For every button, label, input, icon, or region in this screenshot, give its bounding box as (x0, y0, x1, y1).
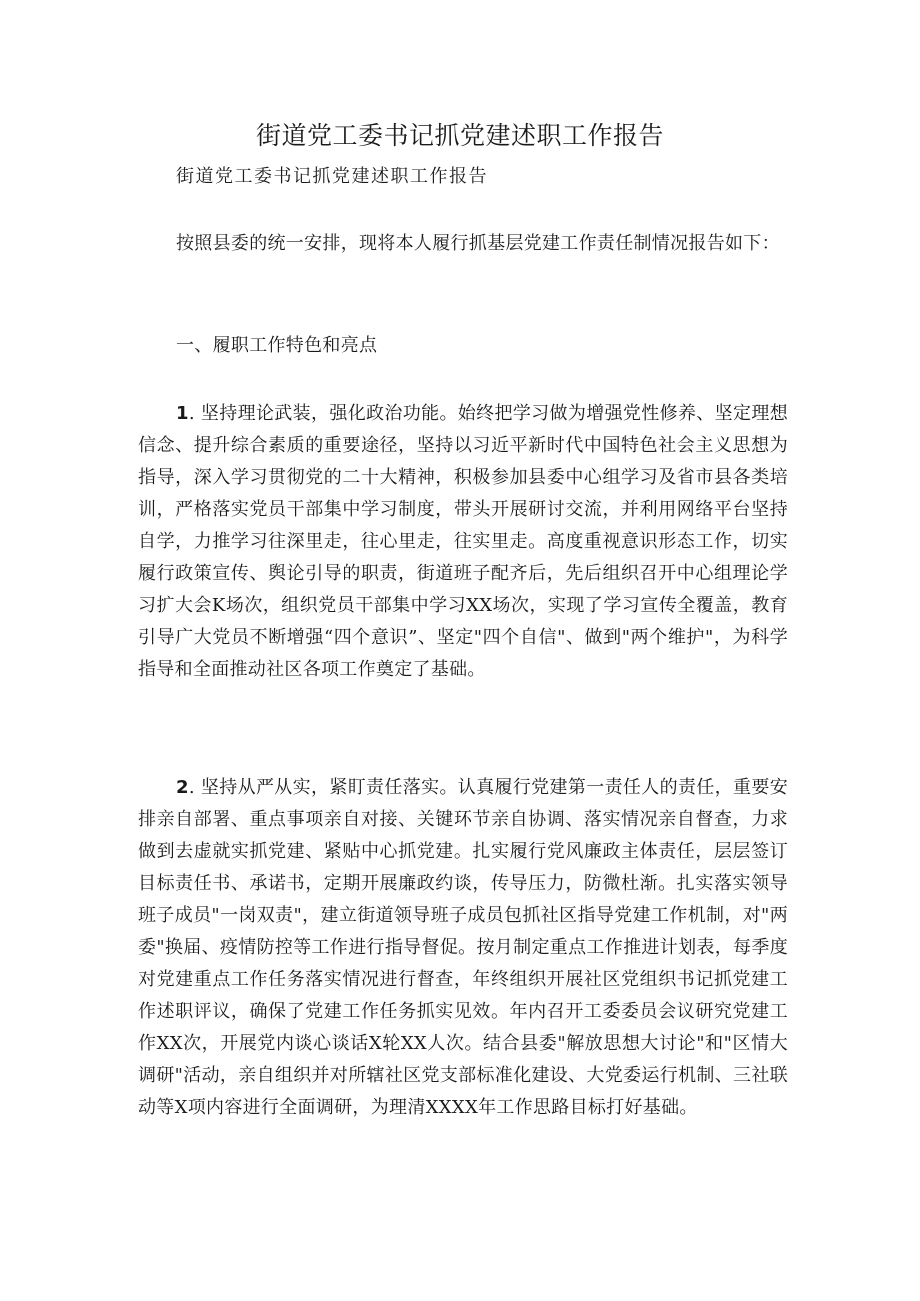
document-title: 街道党工委书记抓党建述职工作报告 (255, 121, 664, 150)
item-number: 2 (176, 777, 189, 798)
intro-paragraph: 按照县委的统一安排，现将本人履行抓基层党建工作责任制情况报告如下： (176, 233, 780, 254)
item-paragraph-1 (138, 398, 788, 686)
item-text: . 坚持从严从实，紧盯责任落实。认真履行党建第一责任人的责任，重要安排亲自部署、重点事项亲自对接、关键环节亲自协调、落实情况亲自督查，力求做到去虚就实抓党建、紧贴中心抓党建。扎实履行党风廉政主体责任，层层签订目标责任书、承诺书，定期开展廉政约谈，传导压力，防微杜渐。扎实落实领导班子成员"一岗双责"，建立街道领导班子成员包抓社区指导党建工作机制，对"两委"换届、疫情防控等工作进行指导督促。按月制定重点工作推进计划表，每季度对党建重点工作任务落实情况进行督查，年终组织开展社区党组织书记抓党建工作述职评议，确保了党建工作任务抓实见效。年内召开工委委员会议研究党建工作XX次，开展党内谈心谈话X轮XX人次。结合县委"解放思想大讨论"和"区情大调研"活动，亲自组织并对所辖社区党支部标准化建设、大党委运行机制、三社联动等X项内容进行全面调研，为理清XXXX年工作思路目标打好基础。 (138, 777, 788, 1118)
item-text: . 坚持理论武装，强化政治功能。始终把学习做为增强党性修养、坚定理想信念、提升综合素质的重要途径，坚持以习近平新时代中国特色社会主义思想为指导，深入学习贯彻党的二十大精神，积极参加县委中心组学习及省市县各类培训，严格落实党员干部集中学习制度，带头开展研讨交流，并利用网络平台坚持自学，力推学习往深里走，往心里走，往实里走。高度重视意识形态工作，切实履行政策宣传、舆论引导的职责，街道班子配齐后，先后组织召开中心组理论学习扩大会K场次，组织党员干部集中学习XX场次，实现了学习宣传全覆盖，教育引导广大党员不断增强“四个意识”、坚定"四个自信"、做到"两个维护"，为科学指导和全面推动社区各项工作奠定了基础。 (138, 403, 788, 680)
item-number: 1 (176, 403, 189, 424)
section-heading: 一、履职工作特色和亮点 (176, 335, 378, 356)
document-subtitle: 街道党工委书记抓党建述职工作报告 (176, 166, 488, 187)
item-paragraph-2 (138, 772, 788, 1124)
